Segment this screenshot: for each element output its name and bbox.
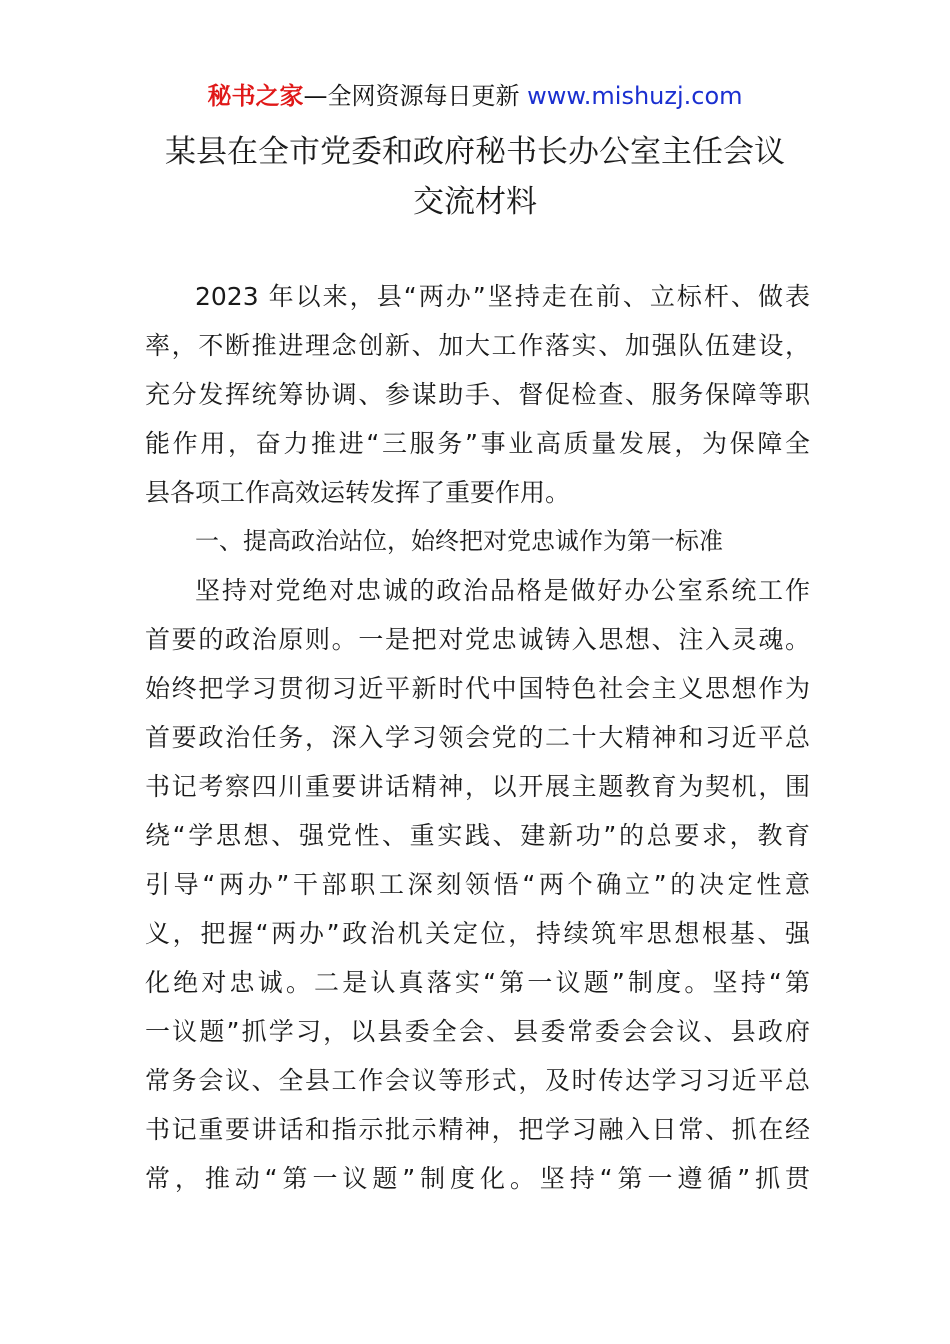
site-header	[0, 78, 950, 114]
body-line: 常务会议、全县工作会议等形式，及时传达学习习近平总	[145, 1066, 810, 1095]
section-heading: 一、提高政治站位，始终把对党忠诚作为第一标准	[195, 527, 723, 555]
title-line-2: 交流材料	[413, 184, 537, 220]
body-line: 引导“两办”干部职工深刻领悟“两个确立”的决定性意	[145, 870, 810, 899]
body-line: 2023 年以来，县“两办”坚持走在前、立标杆、做表	[195, 282, 810, 311]
body-line: 始终把学习贯彻习近平新时代中国特色社会主义思想作为	[145, 674, 810, 703]
body-line: 一议题”抓学习，以县委全会、县委常委会会议、县政府	[145, 1017, 810, 1046]
body-line: 充分发挥统筹协调、参谋助手、督促检查、服务保障等职	[145, 380, 810, 409]
body-line: 县各项工作高效运转发挥了重要作用。	[145, 478, 571, 507]
body-line: 化绝对忠诚。二是认真落实“第一议题”制度。坚持“第	[145, 968, 810, 997]
body-line: 书记考察四川重要讲话精神，以开展主题教育为契机，围	[145, 772, 810, 801]
header-tagline: —全网资源每日更新	[303, 82, 520, 110]
document-body	[145, 272, 810, 1203]
body-line: 常，推动“第一议题”制度化。坚持“第一遵循”抓贯	[145, 1164, 810, 1193]
site-url-link[interactable]: www.mishuzj.com	[527, 82, 743, 110]
body-line: 首要的政治原则。一是把对党忠诚铸入思想、注入灵魂。	[145, 625, 810, 654]
body-line: 首要政治任务，深入学习领会党的二十大精神和习近平总	[145, 723, 810, 752]
document-title	[100, 127, 850, 227]
body-line: 能作用，奋力推进“三服务”事业高质量发展，为保障全	[145, 429, 810, 458]
brand-name: 秘书之家	[207, 82, 304, 110]
body-line: 书记重要讲话和指示批示精神，把学习融入日常、抓在经	[145, 1115, 810, 1144]
body-line: 义，把握“两办”政治机关定位，持续筑牢思想根基、强	[145, 919, 810, 948]
title-line-1: 某县在全市党委和政府秘书长办公室主任会议	[165, 134, 785, 170]
body-line: 坚持对党绝对忠诚的政治品格是做好办公室系统工作	[195, 576, 810, 605]
body-line: 率，不断推进理念创新、加大工作落实、加强队伍建设，	[145, 331, 810, 360]
body-line: 绕“学思想、强党性、重实践、建新功”的总要求，教育	[145, 821, 810, 850]
